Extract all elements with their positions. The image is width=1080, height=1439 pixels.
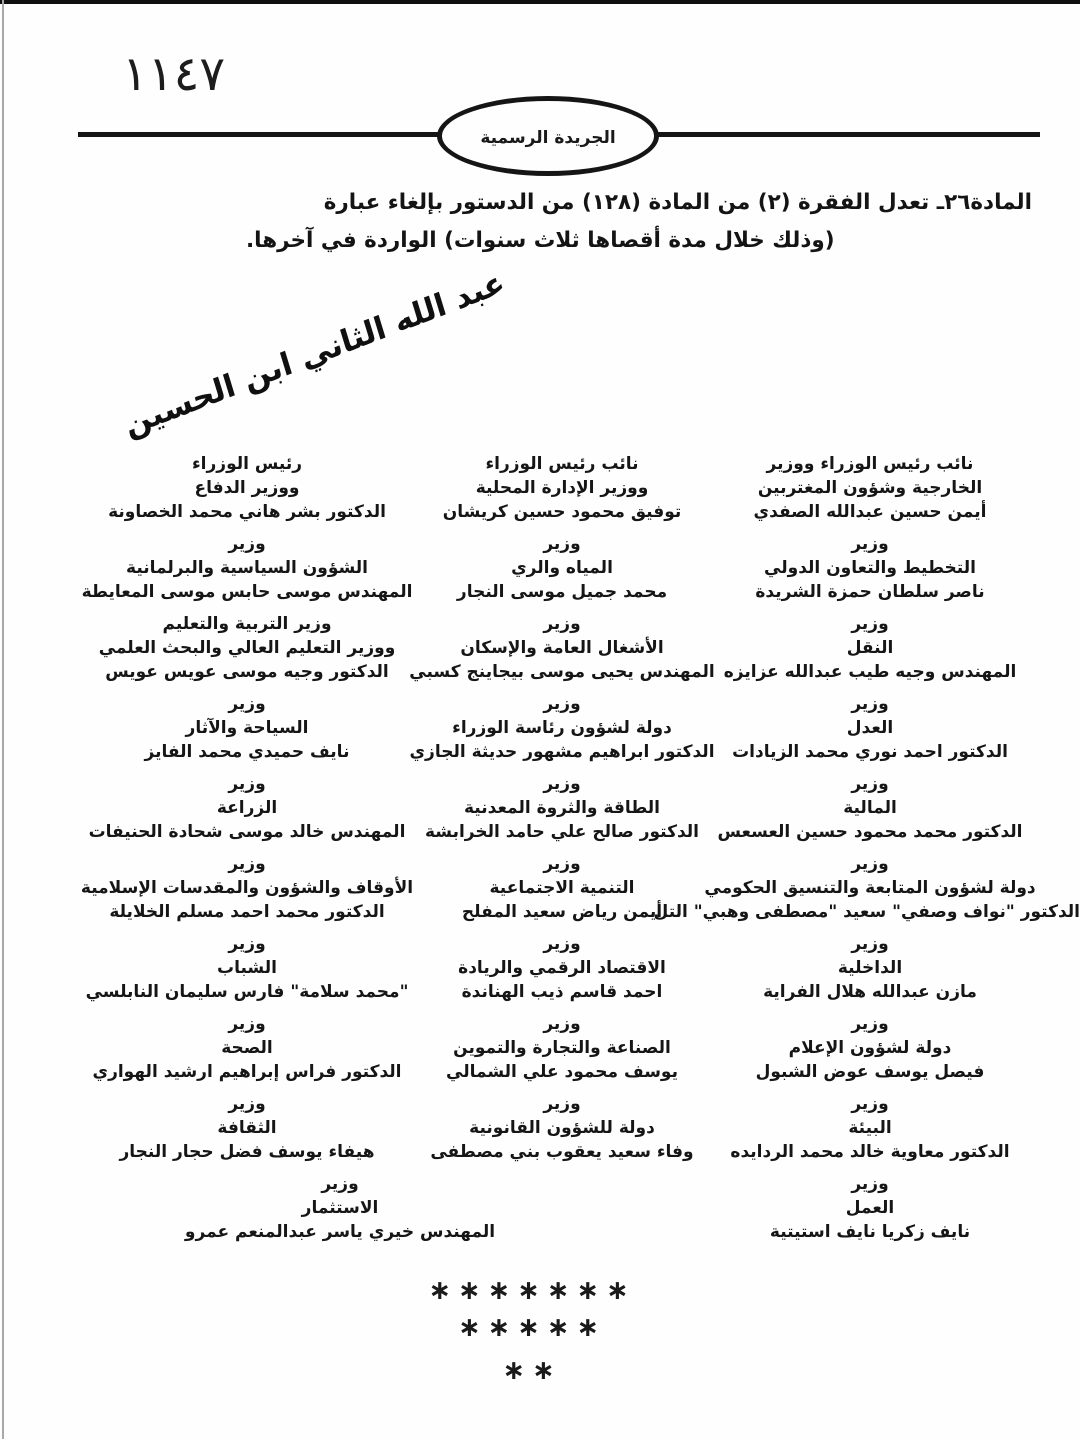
minister-title: الخارجية وشؤون المغتربين <box>757 478 983 498</box>
masthead-oval <box>437 96 659 176</box>
minister-entry <box>37 1092 457 1172</box>
cabinet-column-left <box>37 452 457 1172</box>
minister-title: المياه والري <box>511 558 613 578</box>
minister-entry <box>37 452 457 532</box>
minister-name: الدكتور بشر هاني محمد الخصاونة <box>108 502 386 522</box>
minister-title: وزير <box>321 1174 359 1194</box>
cabinet-floating-entry <box>130 1172 550 1252</box>
minister-title: وزير <box>543 534 581 554</box>
minister-title: الطاقة والثروة المعدنية <box>464 798 660 818</box>
minister-title: وزير <box>543 1094 581 1114</box>
minister-title: وزير <box>228 934 266 954</box>
minister-title: المالية <box>843 798 897 818</box>
minister-title: التخطيط والتعاون الدولي <box>764 558 976 578</box>
separator-row-2: ∗∗∗∗∗ <box>457 1312 607 1343</box>
minister-title: وزير <box>851 1094 889 1114</box>
minister-title: وزير <box>543 854 581 874</box>
minister-name: أيمن رياض سعيد المفلح <box>461 902 663 922</box>
minister-name: أيمن حسين عبدالله الصفدي <box>753 502 987 522</box>
minister-name: "محمد سلامة" فارس سليمان النابلسي <box>85 982 409 1002</box>
minister-name: المهندس وجيه طيب عبدالله عزايزه <box>723 662 1017 682</box>
minister-name: نايف حميدي محمد الفايز <box>144 742 350 762</box>
minister-title: الاستثمار <box>301 1198 379 1218</box>
minister-title: الأشغال العامة والإسكان <box>460 638 664 658</box>
minister-title: وزير <box>851 1014 889 1034</box>
minister-title: دولة لشؤون الإعلام <box>788 1038 952 1058</box>
minister-name: يوسف محمود علي الشمالي <box>446 1062 678 1082</box>
minister-title: وزير <box>851 614 889 634</box>
minister-name: نايف زكريا نايف استيتية <box>769 1222 971 1242</box>
scan-top-border <box>0 0 1080 4</box>
minister-title: البيئة <box>848 1118 892 1138</box>
minister-name: ناصر سلطان حمزة الشريدة <box>755 582 985 602</box>
minister-name: توفيق محمود حسين كريشان <box>442 502 682 522</box>
article-line-1: المادة٢٦ـ تعدل الفقرة (٢) من المادة (١٢٨) من الدستور بإلغاء عبارة <box>323 190 1032 215</box>
minister-title: الشباب <box>217 958 277 978</box>
minister-name: الدكتور "نواف وصفي" سعيد "مصطفى وهبي" التل <box>653 902 1080 922</box>
minister-title: التنمية الاجتماعية <box>489 878 635 898</box>
minister-name: المهندس يحيى موسى بيجاينج كسبي <box>409 662 715 682</box>
minister-name: المهندس موسى حابس موسى المعايطة <box>81 582 413 602</box>
minister-title: وزير <box>228 534 266 554</box>
minister-title: نائب رئيس الوزراء ووزير <box>766 454 974 474</box>
minister-title: ووزير الدفاع <box>194 478 300 498</box>
minister-title: الصحة <box>221 1038 273 1058</box>
minister-title: وزير <box>851 934 889 954</box>
minister-name: الدكتور فراس إبراهيم ارشيد الهواري <box>92 1062 402 1082</box>
minister-title: وزير <box>228 774 266 794</box>
minister-title: الثقافة <box>217 1118 277 1138</box>
minister-name: الدكتور احمد نوري محمد الزيادات <box>732 742 1008 762</box>
minister-name: الدكتور محمد محمود حسين العسعس <box>717 822 1023 842</box>
page-number: ١١٤٧ <box>122 46 226 102</box>
minister-title: الاقتصاد الرقمي والريادة <box>458 958 666 978</box>
minister-title: الزراعة <box>216 798 278 818</box>
minister-title: وزير التربية والتعليم <box>162 614 332 634</box>
minister-title: وزير <box>228 694 266 714</box>
minister-title: وزير <box>543 774 581 794</box>
minister-title: وزير <box>228 854 266 874</box>
minister-title: النقل <box>846 638 894 658</box>
minister-title: العمل <box>845 1198 895 1218</box>
minister-title: وزير <box>543 934 581 954</box>
minister-title: الشؤون السياسية والبرلمانية <box>126 558 368 578</box>
minister-name: الدكتور وجيه موسى عويس عويس <box>105 662 389 682</box>
minister-entry <box>37 532 457 612</box>
article-line-2: (وذلك خلال مدة أقصاها ثلاث سنوات) الواردة في آخرها. <box>246 228 835 253</box>
minister-title: الصناعة والتجارة والتموين <box>453 1038 671 1058</box>
minister-title: وزير <box>543 694 581 714</box>
scan-left-edge-line <box>2 0 4 1439</box>
minister-title: الداخلية <box>837 958 903 978</box>
minister-title: وزير <box>228 1014 266 1034</box>
minister-entry <box>130 1172 550 1252</box>
minister-name: الدكتور محمد احمد مسلم الخلايلة <box>109 902 385 922</box>
minister-name: وفاء سعيد يعقوب بني مصطفى <box>430 1142 694 1162</box>
separator-row-1: ∗∗∗∗∗∗∗ <box>428 1275 636 1306</box>
minister-title: وزير <box>851 534 889 554</box>
minister-entry <box>660 1172 1080 1252</box>
minister-title: رئيس الوزراء <box>191 454 303 474</box>
masthead-title: الجريدة الرسمية <box>480 128 616 148</box>
minister-title: الأوقاف والشؤون والمقدسات الإسلامية <box>80 878 414 898</box>
minister-entry <box>37 772 457 852</box>
minister-title: ووزير الإدارة المحلية <box>475 478 649 498</box>
minister-title: دولة للشؤون القانونية <box>469 1118 655 1138</box>
minister-title: دولة لشؤون المتابعة والتنسيق الحكومي <box>704 878 1036 898</box>
minister-name: المهندس خالد موسى شحادة الحنيفات <box>88 822 406 842</box>
minister-name: هيفاء يوسف فضل حجار النجار <box>119 1142 375 1162</box>
minister-title: وزير <box>851 1174 889 1194</box>
minister-title: وزير <box>228 1094 266 1114</box>
minister-name: فيصل يوسف عوض الشبول <box>755 1062 985 1082</box>
minister-name: الدكتور معاوية خالد محمد الردايده <box>730 1142 1010 1162</box>
minister-title: العدل <box>846 718 894 738</box>
minister-title: وزير <box>543 614 581 634</box>
minister-entry <box>37 1012 457 1092</box>
minister-title: ووزير التعليم العالي والبحث العلمي <box>98 638 396 658</box>
minister-title: السياحة والآثار <box>185 718 309 738</box>
minister-title: وزير <box>543 1014 581 1034</box>
minister-title: نائب رئيس الوزراء <box>485 454 639 474</box>
minister-entry <box>37 932 457 1012</box>
minister-title: وزير <box>851 694 889 714</box>
minister-name: احمد قاسم ذيب الهناندة <box>461 982 663 1002</box>
minister-name: المهندس خيري ياسر عبدالمنعم عمرو <box>184 1222 496 1242</box>
minister-entry <box>37 692 457 772</box>
minister-name: مازن عبدالله هلال الفراية <box>763 982 977 1002</box>
minister-name: الدكتور ابراهيم مشهور حديثة الجازي <box>409 742 715 762</box>
minister-name: محمد جميل موسى النجار <box>456 582 668 602</box>
minister-title: دولة لشؤون رئاسة الوزراء <box>452 718 672 738</box>
minister-name: الدكتور صالح علي حامد الخرابشة <box>424 822 699 842</box>
minister-entry <box>37 612 457 692</box>
royal-signature: عبد الله الثاني ابن الحسين <box>120 264 509 444</box>
minister-title: وزير <box>851 854 889 874</box>
separator-row-3: ∗∗ <box>502 1355 562 1386</box>
minister-title: وزير <box>851 774 889 794</box>
minister-entry <box>37 852 457 932</box>
